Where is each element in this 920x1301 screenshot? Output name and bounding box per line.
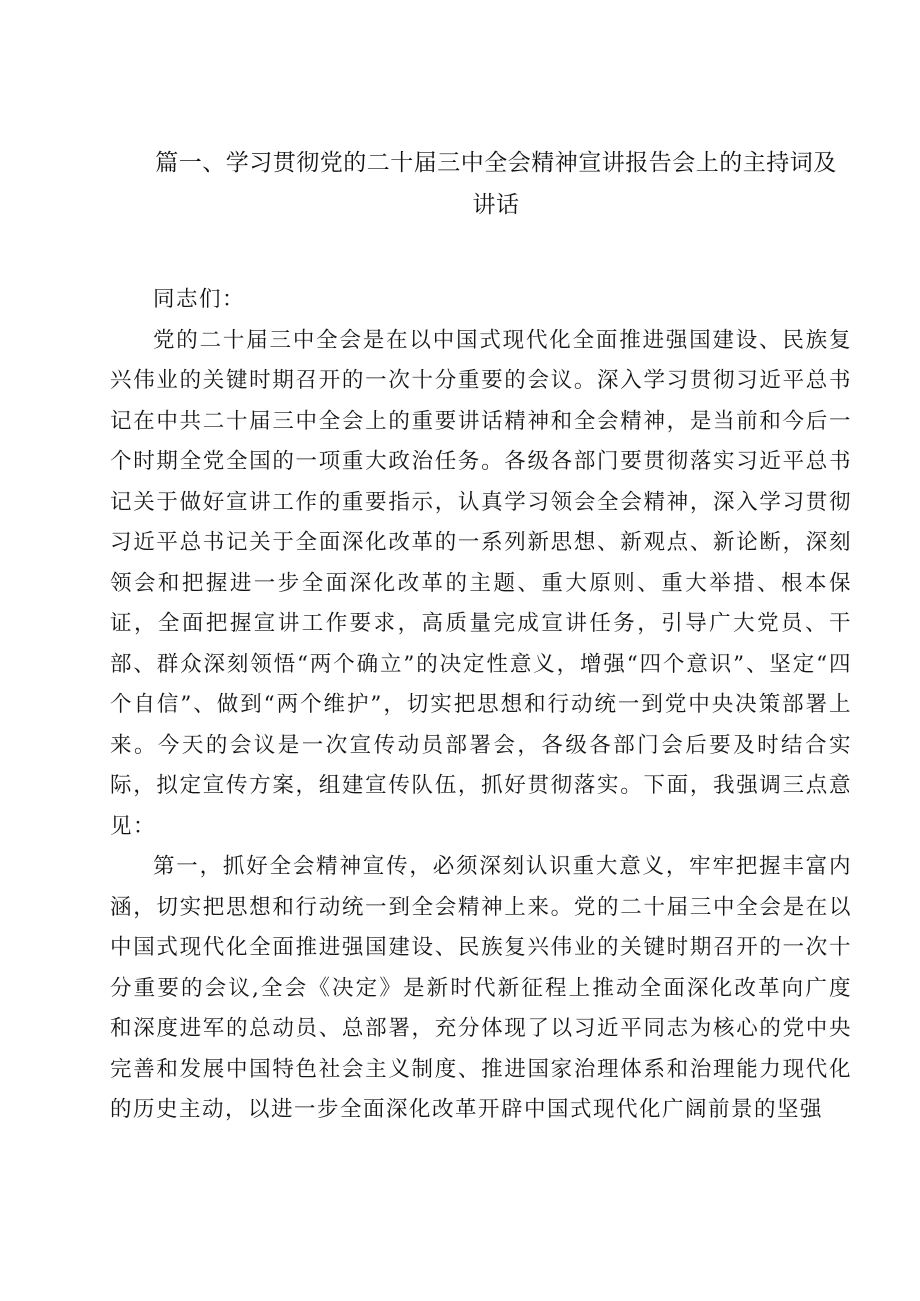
- document-title: [140, 142, 852, 226]
- paragraph-1: 党的二十届三中全会是在以中国式现代化全面推进强国建设、民族复兴伟业的关键时期召开的一次十分重要的会议。深入学习贯彻习近平总书记在中共二十届三中全会上的重要讲话精神和全会精神，是当前和今后一个时期全党全国的一项重大政治任务。各级各部门要贯彻落实习近平总书记关于做好宣讲工作的重要指示，认真学习领会全会精神，深入学习贯彻习近平总书记关于全面深化改革的一系列新思想、新观点、新论断，深刻领会和把握进一步全面深化改革的主题、重大原则、重大举措、根本保证，全面把握宣讲工作要求，高质量完成宣讲任务，引导广大党员、干部、群众深刻领悟“两个确立”的决定性意义，增强“四个意识”、坚定“四个自信”、做到“两个维护”，切实把思想和行动统一到党中央决策部署上来。今天的会议是一次宣传动员部署会，各级各部门会后要及时结合实际，拟定宣传方案，组建宣传队伍，抓好贯彻落实。下面，我强调三点意见：: [110, 327, 852, 839]
- salutation: 同志们：: [153, 287, 246, 312]
- title-line-1: 篇一、学习贯彻党的二十届三中全会精神宣讲报告会上的主持词及: [155, 150, 837, 176]
- title-line-2: 讲话: [472, 192, 520, 218]
- paragraph-2: 第一，抓好全会精神宣传，必须深刻认识重大意义，牢牢把握丰富内涵，切实把思想和行动统一到全会精神上来。党的二十届三中全会是在以中国式现代化全面推进强国建设、民族复兴伟业的关键时期召开的一次十分重要的会议,全会《决定》是新时代新征程上推动全面深化改革向广度和深度进军的总动员、总部署，充分体现了以习近平同志为核心的党中央完善和发展中国特色社会主义制度、推进国家治理体系和治理能力现代化的历史主动，以进一步全面深化改革开辟中国式现代化广阔前景的坚强: [110, 854, 852, 1122]
- document-body: [110, 280, 852, 1131]
